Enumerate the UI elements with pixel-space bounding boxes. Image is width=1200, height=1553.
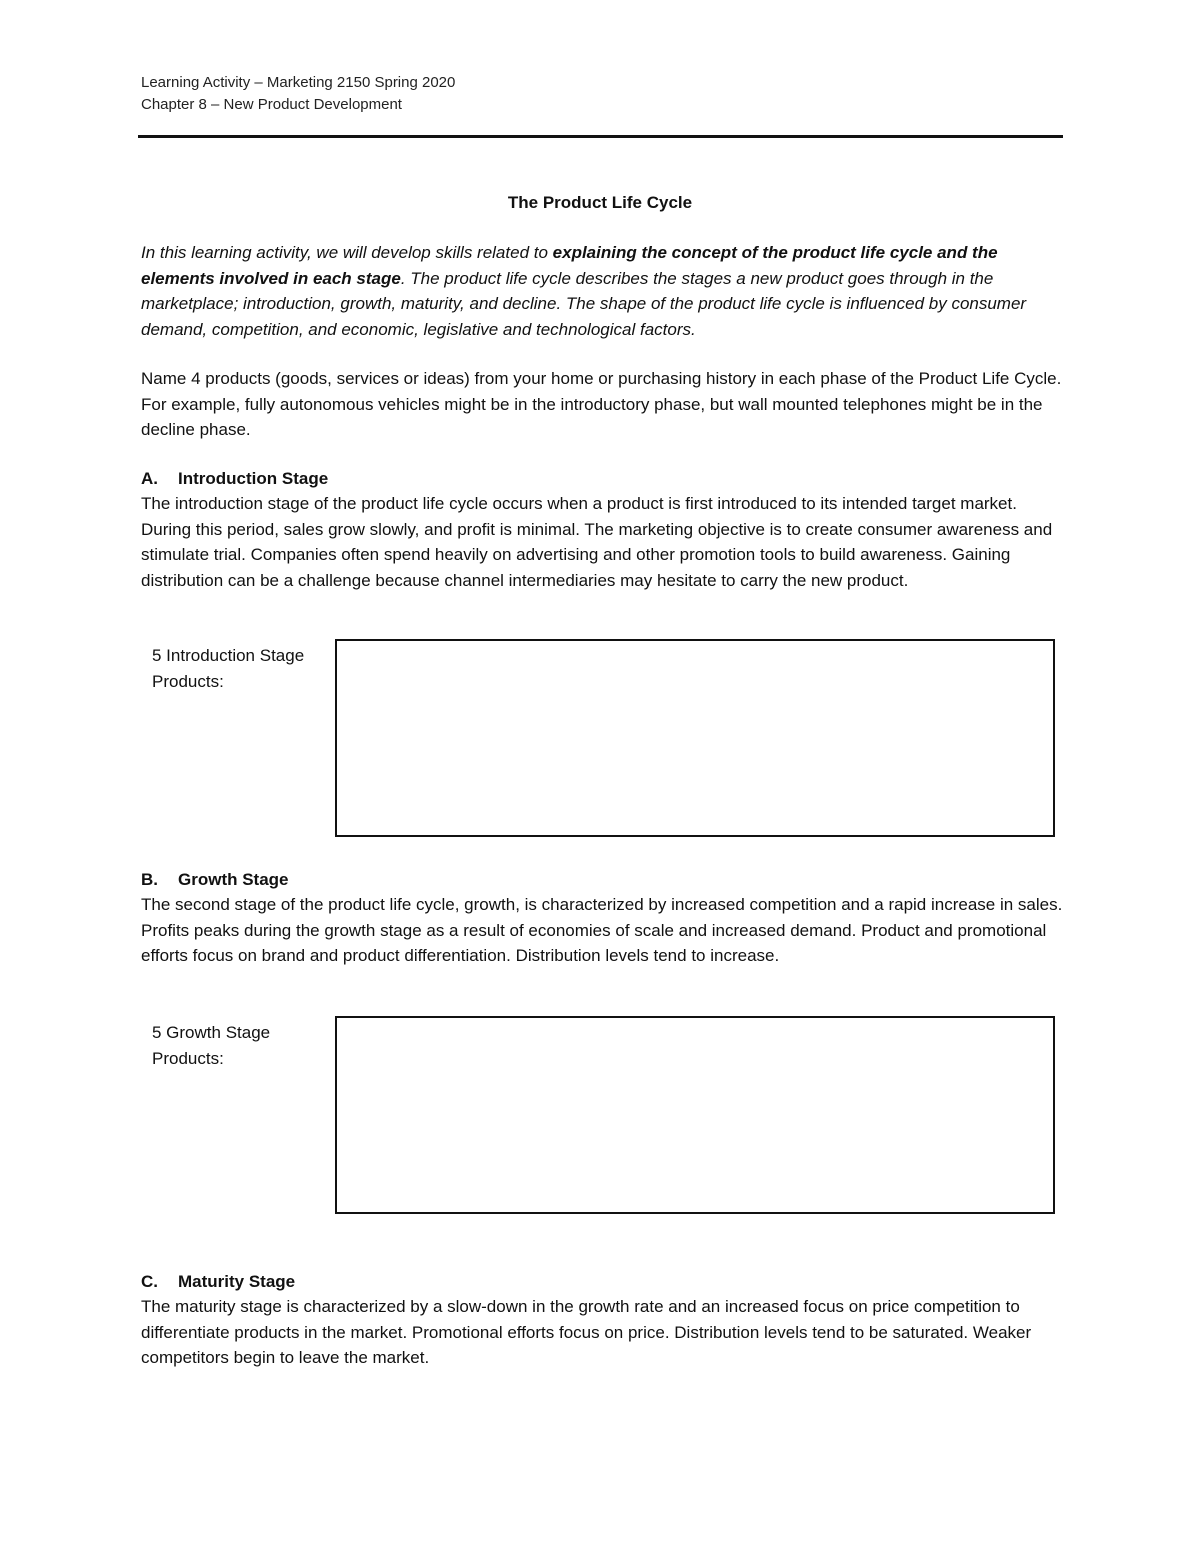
instructions-paragraph: Name 4 products (goods, services or ideas) from your home or purchasing history in each phase of the Product Life Cycle. For example, fully autonomous vehicles might be in the introductory phase, but wall mounted telephones might be in the decline phase. <box>141 369 1062 439</box>
growth-products-label <box>152 1020 332 1071</box>
intro-text-bold: explaining the concept of the product life cycle and the elements involved in each stage <box>141 243 998 288</box>
section-letter-b: B. <box>141 870 158 889</box>
growth-products-label-line-1: 5 Growth Stage <box>152 1023 271 1042</box>
section-letter-a: A. <box>141 469 158 488</box>
growth-products-answer-box[interactable] <box>335 1016 1055 1214</box>
growth-products-label-line-2: Products: <box>152 1048 224 1068</box>
introduction-stage-title: Introduction Stage <box>178 469 329 488</box>
header-course-line: Learning Activity – Marketing 2150 Spring 2020 <box>141 74 456 91</box>
page-title: The Product Life Cycle <box>507 193 693 212</box>
introduction-products-label <box>152 643 332 694</box>
intro-paragraph <box>141 240 1066 342</box>
header-divider <box>138 135 1063 138</box>
intro-text-part-2: . The product life cycle describes the stages a new product goes through in the marketplace; introduction, growth, maturity, and decline. The shape of the product life cycle is influenced by consumer demand, competition, and economic, legislative and technological factors. <box>141 268 1027 339</box>
introduction-products-answer-box[interactable] <box>335 639 1055 837</box>
header-chapter-line: Chapter 8 – New Product Development <box>141 96 402 113</box>
growth-stage-heading <box>141 867 289 893</box>
introduction-stage-description: The introduction stage of the product life cycle occurs when a product is first introduced to its intended target market. During this period, sales grow slowly, and profit is minimal. The marketing objective is to create consumer awareness and stimulate trial. Companies often spend heavily on advertising and other promotion tools to build awareness. Gaining distribution can be a challenge because channel intermediaries may hesitate to carry the new product. <box>141 494 1053 590</box>
growth-stage-description: The second stage of the product life cycle, growth, is characterized by increased competition and a rapid increase in sales. Profits peaks during the growth stage as a result of economies of scale and increased demand. Product and promotional efforts focus on brand and product differentiation. Distribution levels tend to increase. <box>141 895 1063 965</box>
section-letter-c: C. <box>141 1272 158 1291</box>
introduction-stage-heading <box>141 466 328 492</box>
intro-text-part-1: In this learning activity, we will develop skills related to <box>141 243 553 262</box>
introduction-products-label-line-2: Products: <box>152 671 224 691</box>
page-header <box>141 72 455 116</box>
maturity-stage-title: Maturity Stage <box>178 1272 296 1291</box>
growth-stage-title: Growth Stage <box>178 870 289 889</box>
introduction-products-label-line-1: 5 Introduction Stage <box>152 646 305 665</box>
maturity-stage-heading <box>141 1269 295 1295</box>
maturity-stage-description: The maturity stage is characterized by a slow-down in the growth rate and an increased focus on price competition to differentiate products in the market. Promotional efforts focus on price. Distribution levels tend to be saturated. Weaker competitors begin to leave the market. <box>141 1297 1032 1367</box>
